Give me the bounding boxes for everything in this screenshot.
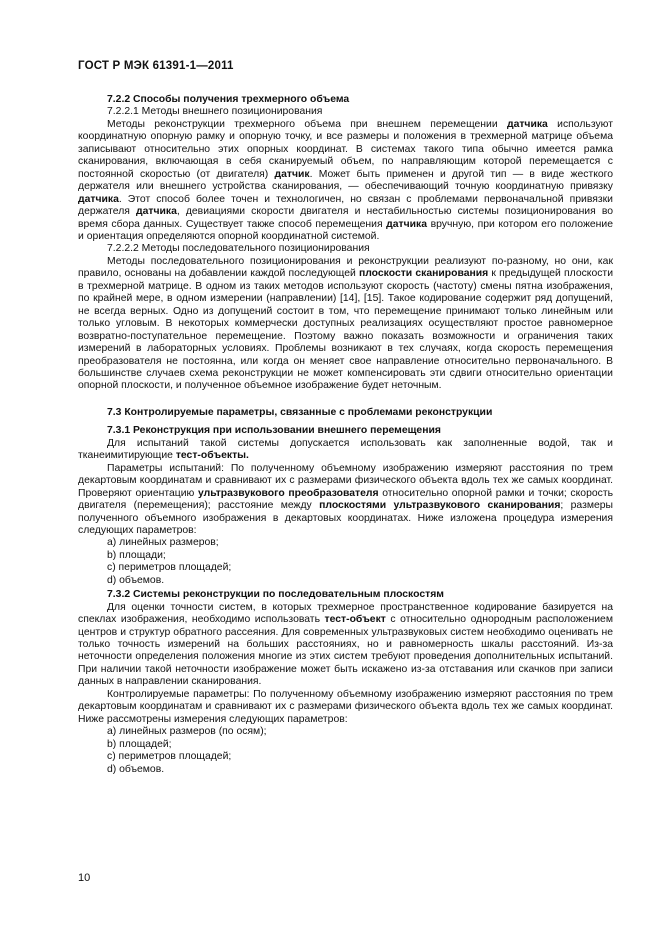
text-run: . Может быть применен и другой тип — в виде жесткого держателя или внешнего устройства сканирования, — обеспечивающий точную координатную привязку (78, 168, 613, 193)
list-item: b) площади; (107, 549, 166, 561)
text-run: с относительно однородным расположением центров и структур обратного рассеяния. Для современных ультразвуковых систем необходимо оценивать не только точность измерений на больших расстояниях, но и равномерность шкалы расстояний. Из-за неточности определения положения многие из этих систем требуют проведения дополнительных испытаний. При наличии такой неточности изображение может быть искажено из-за отставания или скачков при записи данных в направлении сканирования. (78, 614, 613, 688)
list-item: b) площадей; (107, 738, 172, 750)
document-body (78, 94, 613, 776)
list-item: a) линейных размеров; (107, 537, 219, 549)
text-run: , девиациями скорости двигателя и нестабильностью системы позиционирования во время сбора данных. Существует также способ перемещения (78, 206, 613, 230)
term-bold: датчика (135, 206, 177, 218)
term-bold: плоскости сканирования (358, 268, 489, 280)
list-item: d) объемов. (107, 763, 165, 775)
section-heading: 7.3.1 Реконструкция при использовании внешнего перемещения (107, 425, 441, 437)
paragraph (78, 256, 613, 393)
paragraph (78, 119, 613, 244)
term-bold: тест-объект (324, 614, 386, 626)
list-item: d) объемов. (107, 574, 165, 586)
term-bold: ультразвукового преобразователя (198, 487, 379, 499)
text-run: Методы реконструкции трехмерного объема при внешнем перемещении (107, 118, 507, 130)
text-run: Методы последовательного позиционирования и реконструкции реализуют по-разному, но они, как правило, основаны на добавлении каждой последующей (78, 255, 613, 280)
paragraph (78, 689, 613, 726)
text-run: Для испытаний такой системы допускается использовать как заполненные водой, так и тканеимитирующие (78, 437, 613, 462)
text-run: Параметры испытаний: По полученному объемному изображению измеряют расстояния по трем декартовым координатам и сравнивают их с размерами физического объекта вдоль тех же самых координат. Проверяют ориентацию (78, 462, 613, 499)
page-number: 10 (78, 872, 91, 884)
text-run: . Этот способ более точен и технологичен, но связан с проблемами первоначальной привязки держателя (78, 193, 613, 218)
text-run: ; размеры полученного объемного изображения в декартовых координатах. Ниже изложена процедура измерения следующих параметров: (78, 500, 614, 536)
section-heading: 7.2.2 Способы получения трехмерного объема (107, 94, 350, 105)
subsection-heading: 7.2.2.2 Методы последовательного позиционирования (107, 243, 370, 255)
paragraph (78, 463, 613, 538)
subsection-heading: 7.2.2.1 Методы внешнего позиционирования (107, 106, 323, 118)
section-heading: 7.3.2 Системы реконструкции по последовательным плоскостям (107, 589, 444, 601)
term-bold: датчик (274, 168, 310, 180)
term-bold: плоскостями ультразвукового сканирования (319, 500, 561, 512)
text-run: относительно опорной рамки и точки; скорость двигателя (перемещения); расстояние между (78, 487, 613, 512)
text-run: к предыдущей плоскости в трехмерной матрице. В одном из таких методов используют скорость (частоту) смены пятна изображения, по крайней мере, в одном измерении (направлении) [14], [15]. Такое кодирование содержит ряд допущений, не всегда верных. Одно из допущений состоит в том, что перемещение принимают только линейным или только угловым. В некоторых коммерчески доступных реализациях осуществляют простое равномерное возвратно-поступательное перемещение. Поэтому важно показать возможности и ограничения таких измерений в лабораторных условиях. Проблемы возникают в тех случаях, когда скорость перемещения преобразователя не постоянна, или когда он меняет свое направление относительно первоначального. В большинстве случаев схема реконструкции не может компенсировать эти сдвиги относительно ориентации опорной плоскости, и полученное объемное изображение будет неточным. (78, 268, 613, 392)
list-item: a) линейных размеров (по осям); (107, 726, 267, 738)
paragraph (78, 438, 613, 463)
term-bold: датчика (386, 218, 428, 230)
document-header: ГОСТ Р МЭК 61391-1—2011 (78, 60, 234, 72)
text-run: Контролируемые параметры: По полученному объемному изображению измеряют расстояния по трем декартовым координатам и сравнивают их с размерами физического объекта вдоль тех же самых координат. Ниже рассмотрены измерения следующих параметров: (78, 688, 613, 725)
term-bold: датчика (78, 193, 119, 205)
text-run: Для оценки точности систем, в которых трехмерное пространственное кодирование базируется на спеклах изображения, необходимо использовать (78, 601, 613, 626)
text-run: вручную, при котором его положение и ориентация определяются опорной координатной системой. (78, 218, 613, 242)
term-bold: датчика (506, 118, 548, 130)
list-item: c) периметров площадей; (107, 562, 232, 574)
section-heading: 7.3 Контролируемые параметры, связанные с проблемами реконструкции (107, 406, 493, 418)
list-item: c) периметров площадей; (107, 751, 232, 763)
text-run: используют координатную опорную рамку и опорную точку, и все размеры и положения в трехмерной матрице объема записывают относительно этих опорных координат. В системах такого типа обычно имеется рамка сканирования, включающая в себя сканируемый объем, по направляющим которой перемещается с постоянной скоростью (от двигателя) (78, 118, 613, 180)
term-bold: тест-объекты. (175, 450, 249, 462)
paragraph (78, 602, 613, 689)
